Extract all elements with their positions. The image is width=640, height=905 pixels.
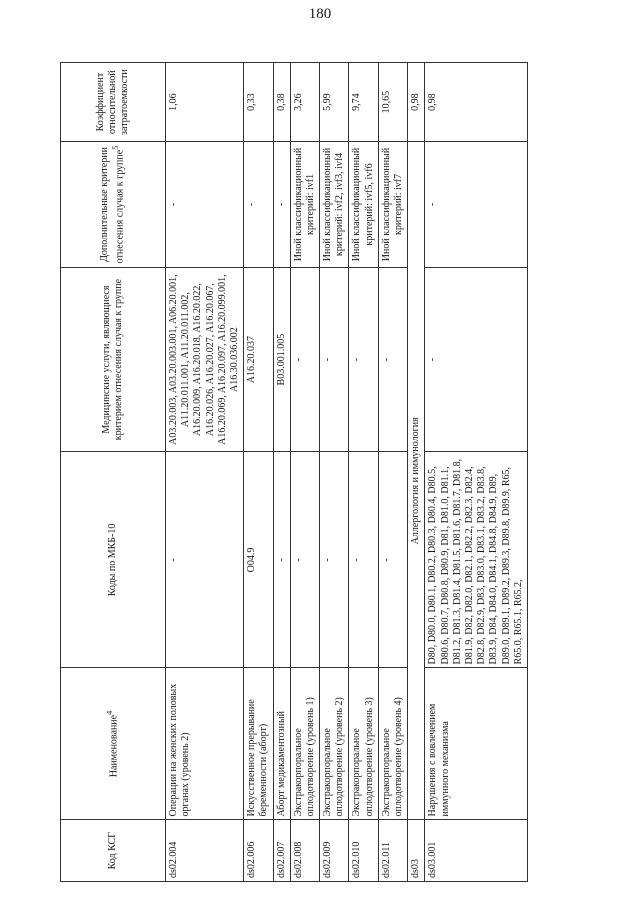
cell-coef: 0,98 [425,63,528,142]
cell-mkb: - [290,452,319,668]
header-services: Медицинские услуги, являющиеся критерием отнесения случая к группе [61,267,166,452]
cell-coef: 9,74 [349,63,378,142]
cell-services: A16.20.037 [244,267,273,452]
cell-coef: 5,99 [320,63,349,142]
cell-name: Экстракорпоральное оплодотворение (уровень 4) [378,668,407,820]
header-code: Код КСГ [61,820,166,882]
cell-mkb: O04.9 [244,452,273,668]
page-number: 180 [308,6,332,22]
header-coefficient: Коэффициент относительной затратоемкости [61,63,166,142]
cell-services: - [425,267,528,452]
cell-services: - [290,267,319,452]
section-title: Аллергология и иммунология [408,142,425,820]
cell-services: - [349,267,378,452]
cell-extra: - [425,142,528,268]
cell-mkb: - [320,452,349,668]
cell-name: Нарушения с вовлечением иммунного механизма [425,668,528,820]
cell-extra: - [244,142,273,268]
table-row [320,63,349,882]
table-row [273,63,290,882]
section-code: ds03 [408,820,425,882]
table-row [166,63,244,882]
cell-extra: Иной классификационный критерий: ivf1 [290,142,319,268]
cell-coef: 10,65 [378,63,407,142]
cell-mkb: - [166,452,244,668]
table-row [378,63,407,882]
ksg-table [60,62,528,882]
cell-mkb: - [378,452,407,668]
cell-extra: Иной классификационный критерий: ivf7 [378,142,407,268]
cell-extra: Иной классификационный критерий: ivf2, ivf3, ivf4 [320,142,349,268]
table-row [349,63,378,882]
cell-services: - [320,267,349,452]
cell-code: ds02.010 [349,820,378,882]
cell-extra: - [166,142,244,268]
cell-code: ds02.011 [378,820,407,882]
table-header-row [61,63,166,882]
cell-code: ds02.006 [244,820,273,882]
table-row [244,63,273,882]
cell-name: Искусственное прерывание беременности (аборт) [244,668,273,820]
cell-extra: - [273,142,290,268]
header-name: Наименование$^4$ [61,668,166,820]
cell-mkb: - [349,452,378,668]
cell-services: B03.001.005 [273,267,290,452]
header-extra-criteria: Дополнительные критерии отнесения случая к группе$^5$ [61,142,166,268]
cell-services: A03.20.003, A03.20.003.001, A06.20.001, A11.20.011.001, A11.20.011.002, A16.20.009, A16.20.018, A16.20.022, A16.20.026, A16.20.027, A16.20.067, A16.20.069, A16.20.097, A16.20.099.001, A16.30.036.002 [166,267,244,452]
section-coef: 0,98 [408,63,425,142]
cell-code: ds03.001 [425,820,528,882]
table-row [290,63,319,882]
cell-code: ds02.009 [320,820,349,882]
cell-coef: 1,06 [166,63,244,142]
cell-services: - [378,267,407,452]
cell-code: ds02.004 [166,820,244,882]
section-row [408,63,425,882]
cell-coef: 0,33 [244,63,273,142]
cell-name: Операции на женских половых органах (уровень 2) [166,668,244,820]
cell-name: Экстракорпоральное оплодотворение (уровень 1) [290,668,319,820]
header-mkb: Коды по МКБ-10 [61,452,166,668]
cell-name: Экстракорпоральное оплодотворение (уровень 3) [349,668,378,820]
cell-coef: 3,26 [290,63,319,142]
cell-name: Аборт медикаментозный [273,668,290,820]
cell-extra: Иной классификационный критерий: ivf5, ivf6 [349,142,378,268]
ksg-table-container [60,62,580,882]
cell-mkb: D80, D80.0, D80.1, D80.2, D80.3, D80.4, D80.5, D80.6, D80.7, D80.8, D80.9, D81, D81.0, D81.1, D81.2, D81.3, D81.4, D81.5, D81.6, D81.7, D81.8, D81.9, D82, D82.0, D82.1, D82.2, D82.3, D82.4, D82.8, D82.9, D83, D83.0, D83.1, D83.2, D83.8, D83.9, D84, D84.0, D84.1, D84.8, D84.9, D89, D89.0, D89.1, D89.2, D89.3, D89.8, D89.9, R65, R65.0, R65.1, R65.2, [425,452,528,668]
cell-mkb: - [273,452,290,668]
cell-name: Экстракорпоральное оплодотворение (уровень 2) [320,668,349,820]
cell-coef: 0,38 [273,63,290,142]
cell-code: ds02.007 [273,820,290,882]
cell-code: ds02.008 [290,820,319,882]
table-row [425,63,528,882]
